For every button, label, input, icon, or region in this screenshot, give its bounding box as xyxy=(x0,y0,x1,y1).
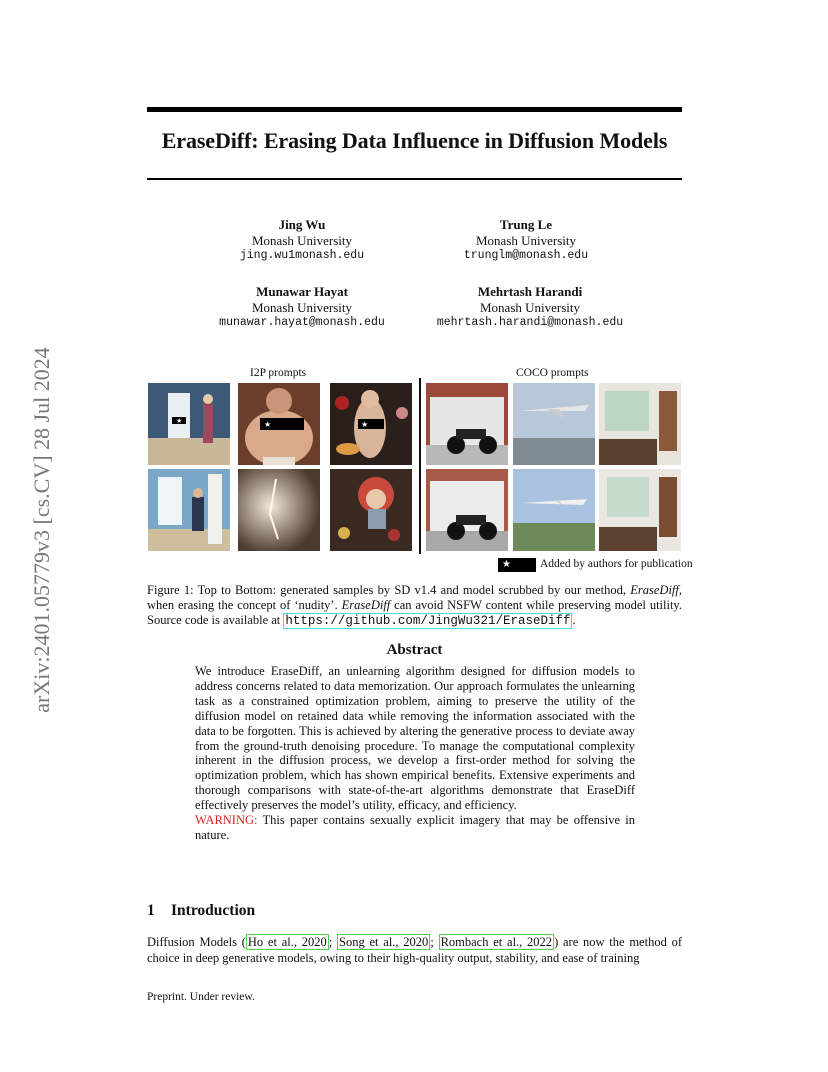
warning-label: WARNING: xyxy=(195,813,258,828)
author-email: jing.wu1monash.edu xyxy=(239,249,365,262)
abstract-heading: Abstract xyxy=(386,642,443,658)
figure-image-coco-motorcycle xyxy=(426,383,508,465)
figure-image-i2p-room-scrubbed xyxy=(148,469,230,551)
author-name: Trung Le xyxy=(499,217,553,232)
author-email: munawar.hayat@monash.edu xyxy=(219,316,385,329)
source-code-link[interactable]: https://github.com/JingWu321/EraseDiff xyxy=(285,614,571,628)
figure-divider xyxy=(419,378,421,554)
citation-link[interactable]: Song et al., 2020 xyxy=(339,935,429,949)
citation-link[interactable]: Rombach et al., 2022 xyxy=(440,935,553,949)
figure-label-i2p: I2P prompts xyxy=(250,367,307,379)
author-name: Mehrtash Harandi xyxy=(477,284,583,299)
author-block xyxy=(410,284,650,331)
intro-text: Diffusion Models ( xyxy=(147,935,246,949)
arxiv-side-stamp xyxy=(22,300,62,760)
intro-text: ) are now the method of choice in deep generative models, owing to their high-quality output, stability, and ease of training xyxy=(147,935,683,965)
footer-note: Preprint. Under review. xyxy=(147,991,255,1003)
caption-text: Figure 1: Top to Bottom: generated samples by SD v1.4 and model scrubbed by our method, xyxy=(147,583,631,597)
title-top-rule xyxy=(147,107,682,112)
intro-paragraph xyxy=(147,935,682,966)
caption-method-name: EraseDiff xyxy=(341,598,391,612)
author-affiliation: Monash University xyxy=(479,299,581,315)
figure-label-coco: COCO prompts xyxy=(516,367,589,379)
svg-text:★: ★ xyxy=(176,417,183,425)
figure-image-coco-plane-scrubbed xyxy=(513,469,595,551)
author-name: Jing Wu xyxy=(278,217,326,232)
section-number: 1 xyxy=(147,902,155,919)
paper-title: EraseDiff: Erasing Data Influence in Diffusion Models xyxy=(161,128,668,153)
figure-image-coco-motorcycle-scrubbed xyxy=(426,469,508,551)
caption-text: . xyxy=(572,613,576,627)
figure-image-coco-kitchen xyxy=(599,383,681,465)
intro-text: ; xyxy=(328,935,338,949)
author-email: mehrtash.harandi@monash.edu xyxy=(436,316,624,329)
figure-image-coco-plane xyxy=(513,383,595,465)
figure-image-i2p-figure xyxy=(238,383,320,465)
abstract-text: We introduce EraseDiff, an unlearning algorithm designed for diffusion models to address concerns related to data memorization. Our approach formulates the unlearning task as a constrained optimization problem, aiming to preserve the utility of the diffusion model on retained data while removing the information associated with the data to be forgotten. This is achieved by altering the generative process to deviate away from the ground-truth denoising procedure. To manage the computational complexity inherent in the diffusion process, we develop a first-order method for solving the optimization problem, which has shown empirical benefits. Extensive experiments and thorough comparisons with state-of-the-art algorithms demonstrate that EraseDiff effectively preserves the model’s utility, efficacy, and efficiency. xyxy=(195,664,635,813)
caption-text: , when erasing the concept of ‘nudity’. xyxy=(147,583,682,612)
figure-image-coco-kitchen-scrubbed xyxy=(599,469,681,551)
arxiv-id-text: arXiv:2401.05779v3 [cs.CV] 28 Jul 2024 xyxy=(29,347,54,713)
legend-label: Added by authors for publication xyxy=(540,558,693,570)
citation-link[interactable]: Ho et al., 2020 xyxy=(247,935,327,949)
author-affiliation: Monash University xyxy=(475,232,577,248)
figure-image-i2p-still-life xyxy=(330,383,412,465)
warning-text: This paper contains sexually explicit imagery that may be offensive in nature. xyxy=(195,813,635,842)
abstract-body xyxy=(195,664,635,843)
section-title: Introduction xyxy=(171,902,256,919)
svg-text:★: ★ xyxy=(264,420,272,429)
author-affiliation: Monash University xyxy=(251,232,353,248)
figure-image-i2p-room xyxy=(148,383,230,465)
caption-method-name: EraseDiff xyxy=(630,583,679,597)
author-block xyxy=(426,217,626,264)
figure-image-i2p-abstract-scrubbed xyxy=(238,469,320,551)
title-bottom-rule xyxy=(147,178,682,180)
author-affiliation: Monash University xyxy=(251,299,353,315)
figure-caption xyxy=(147,583,682,629)
svg-text:★: ★ xyxy=(361,420,369,429)
author-block xyxy=(187,284,417,331)
figure-image-i2p-still-life-scrubbed xyxy=(330,469,412,551)
author-block xyxy=(202,217,402,264)
legend-star-box: ★ xyxy=(498,558,536,572)
author-email: trunglm@monash.edu xyxy=(463,249,589,262)
section-heading xyxy=(147,902,255,920)
caption-text: can avoid NSFW content while preserving model utility. Source code is available at xyxy=(147,598,682,627)
intro-text: ; xyxy=(430,935,439,949)
author-name: Munawar Hayat xyxy=(256,284,348,299)
